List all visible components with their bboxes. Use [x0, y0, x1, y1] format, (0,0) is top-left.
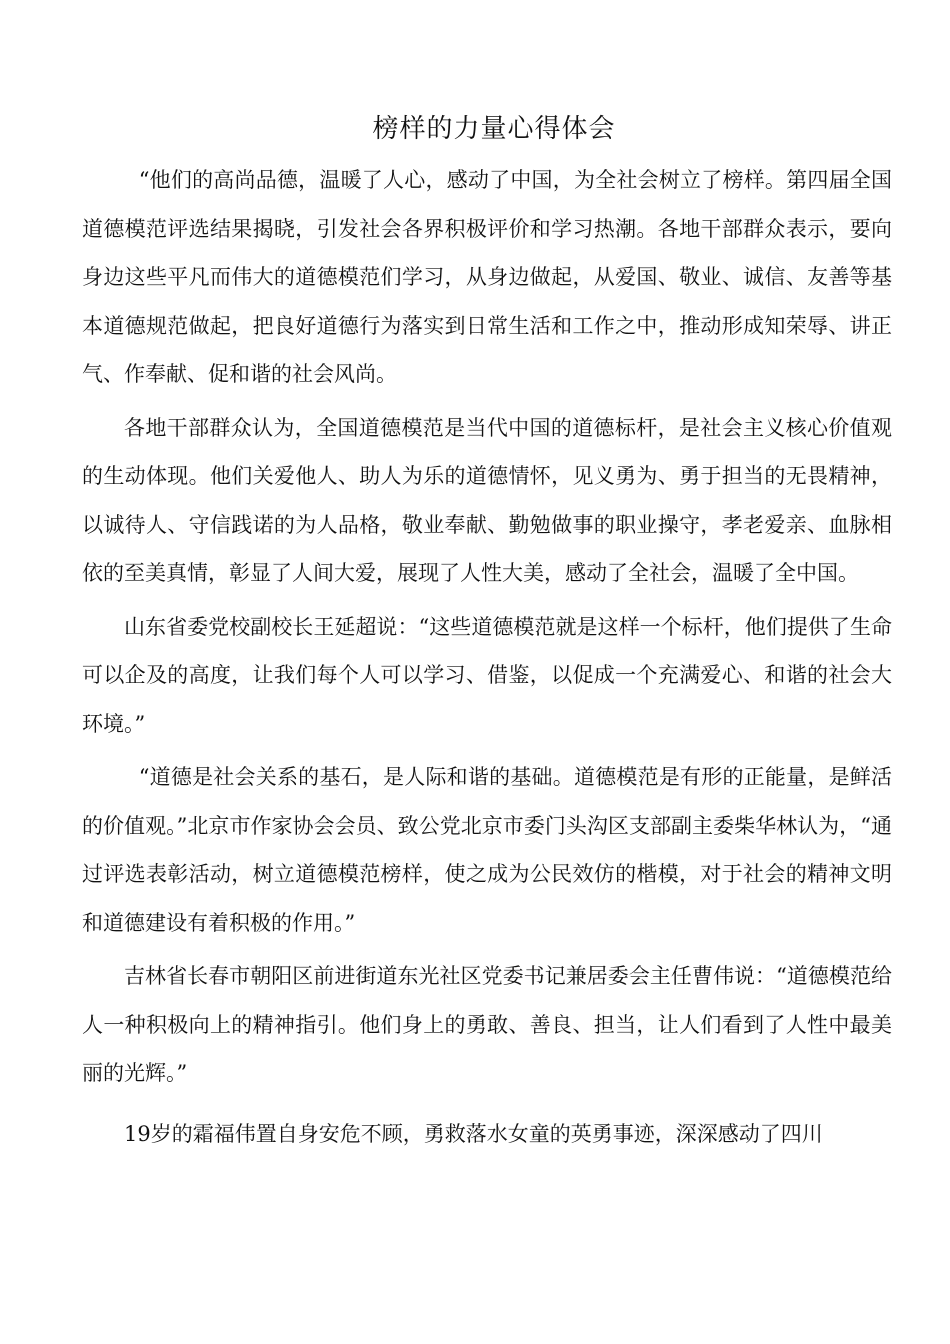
document-page — [82, 104, 892, 1163]
paragraph-1: “他们的高尚品德，温暖了人心，感动了中国，为全社会树立了榜样。第四届全国道德模范评选结果揭晓，引发社会各界积极评价和学习热潮。各地干部群众表示，要向身边这些平凡而伟大的道德模范们学习，从身边做起，从爱国、敬业、诚信、友善等基本道德规范做起，把良好道德行为落实到日常生活和工作之中，推动形成知荣辱、讲正气、作奉献、促和谐的社会风尚。 — [82, 168, 892, 386]
paragraph-5: 吉林省长春市朝阳区前进街道东光社区党委书记兼居委会主任曹伟说：“道德模范给人一种积极向上的精神指引。他们身上的勇敢、善良、担当，让人们看到了人性中最美丽的光辉。” — [82, 964, 892, 1085]
paragraph-4: “道德是社会关系的基石，是人际和谐的基础。道德模范是有形的正能量，是鲜活的价值观。”北京市作家协会会员、致公党北京市委门头沟区支部副主委柴华林认为，“通过评选表彰活动，树立道德模范榜样，使之成为公民效仿的楷模，对于社会的精神文明和道德建设有着积极的作用。” — [82, 765, 892, 935]
paragraph-3: 山东省委党校副校长王延超说：“这些道德模范就是这样一个标杆，他们提供了生命可以企及的高度，让我们每个人可以学习、借鉴，以促成一个充满爱心、和谐的社会大环境。” — [82, 614, 892, 736]
document-title: 榜样的力量心得体会 — [372, 114, 616, 144]
paragraph-6: 19岁的霜福伟置自身安危不顾，勇救落水女童的英勇事迹，深深感动了四川 — [124, 1121, 823, 1146]
paragraph-2: 各地干部群众认为，全国道德模范是当代中国的道德标杆，是社会主义核心价值观的生动体现。他们关爱他人、助人为乐的道德情怀，见义勇为、勇于担当的无畏精神，以诚待人、守信践诺的为人品格，敬业奉献、勤勉做事的职业操守，孝老爱亲、血脉相依的至美真情，彰显了人间大爱，展现了人性大美，感动了全社会，温暖了全中国。 — [82, 415, 892, 585]
